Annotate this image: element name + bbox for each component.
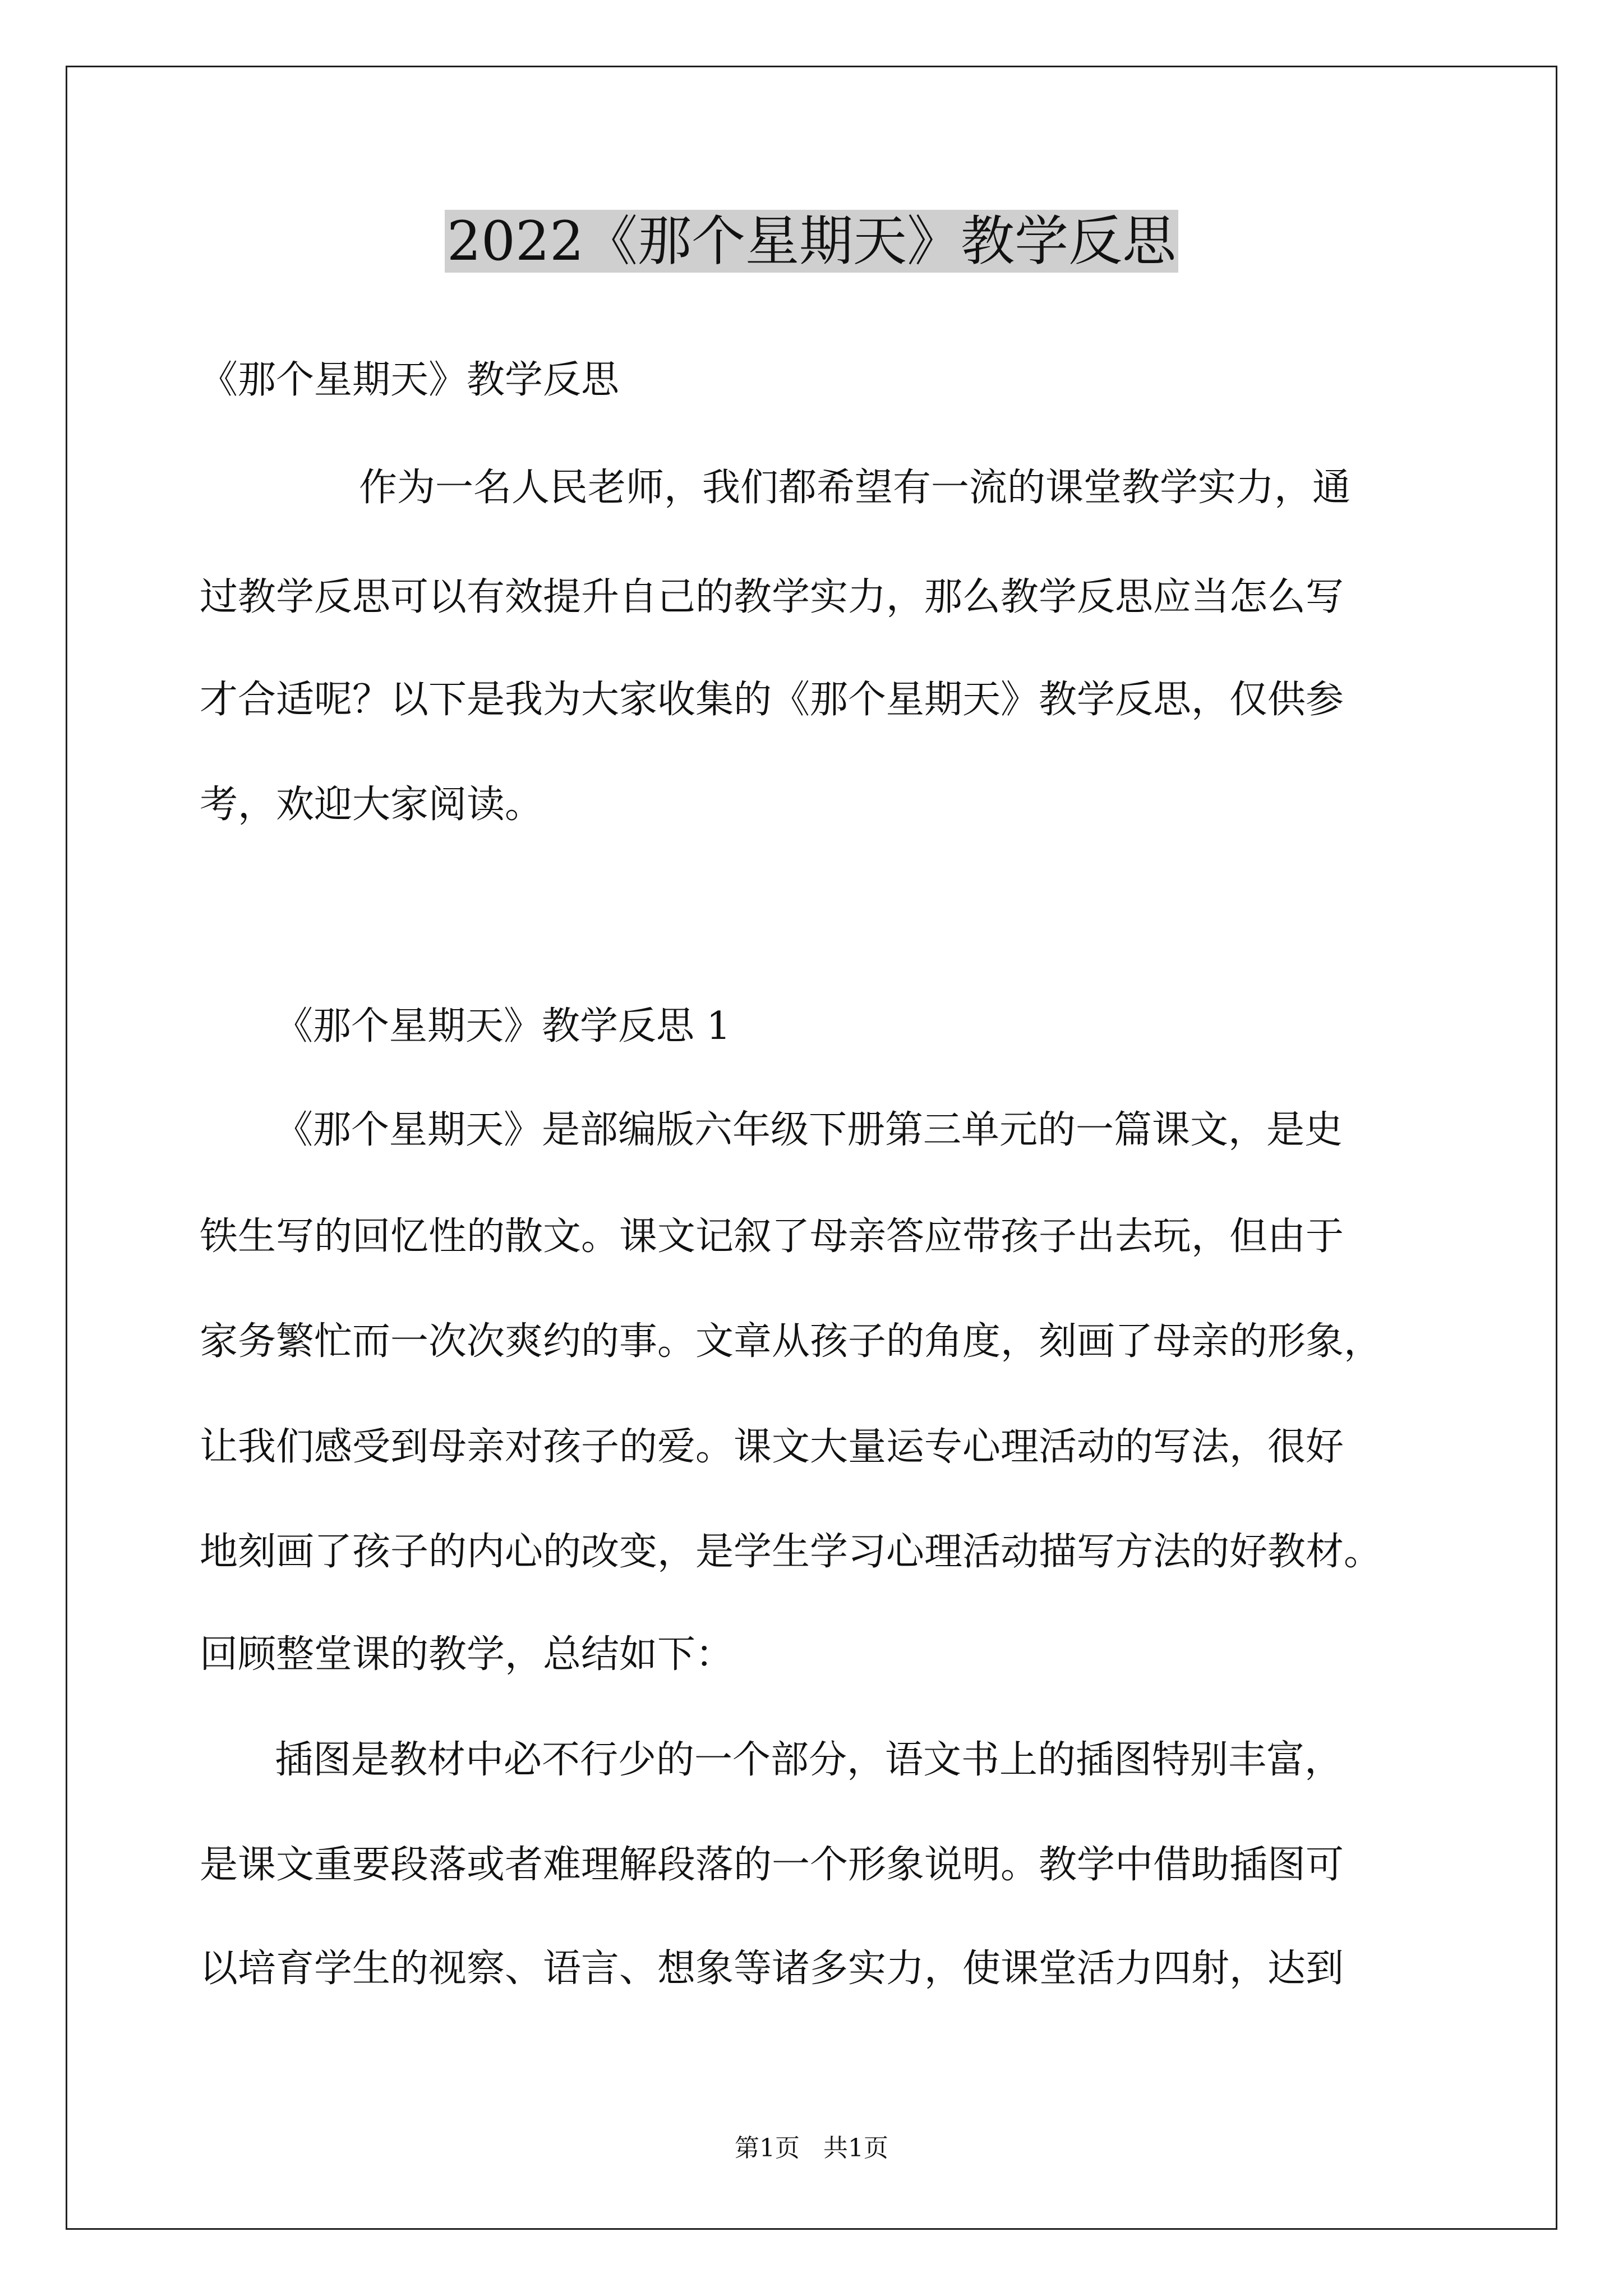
document-title-text: 2022《那个星期天》教学反思 [445,210,1178,273]
intro-line-2: 过教学反思可以有效提升自己的教学实力，那么教学反思应当怎么写 [200,575,1344,619]
para1-line-2: 铁生写的回忆性的散文。课文记叙了母亲答应带孩子出去玩，但由于 [200,1214,1344,1259]
para2-line-2: 是课文重要段落或者难理解段落的一个形象说明。教学中借助插图可 [200,1843,1344,1887]
para1-line-3: 家务繁忙而一次次爽约的事。文章从孩子的角度，刻画了母亲的形象， [200,1319,1382,1364]
para1-line-5: 地刻画了孩子的内心的改变，是学生学习心理活动描写方法的好教材。 [200,1530,1382,1574]
page-footer: 第1页 共1页 [735,2134,888,2162]
section-heading: 《那个星期天》教学反思 1 [275,1004,731,1048]
para2-line-1: 插图是教材中必不行少的一个部分，语文书上的插图特别丰富， [275,1738,1343,1782]
para2-line-3: 以培育学生的视察、语言、想象等诸多实力，使课堂活力四射，达到 [200,1947,1344,1991]
intro-line-3: 才合适呢？以下是我为大家收集的《那个星期天》教学反思，仅供参 [200,678,1344,722]
intro-line-4: 考，欢迎大家阅读。 [200,783,543,827]
para1-line-6: 回顾整堂课的教学，总结如下： [200,1632,734,1677]
document-title [0,202,1623,280]
document-subtitle: 《那个星期天》教学反思 [200,358,620,402]
para1-line-1: 《那个星期天》是部编版六年级下册第三单元的一篇课文，是史 [275,1108,1343,1152]
para1-line-4: 让我们感受到母亲对孩子的爱。课文大量运专心理活动的写法，很好 [200,1425,1344,1469]
intro-line-1: 作为一名人民老师，我们都希望有一流的课堂教学实力，通 [359,466,1351,510]
